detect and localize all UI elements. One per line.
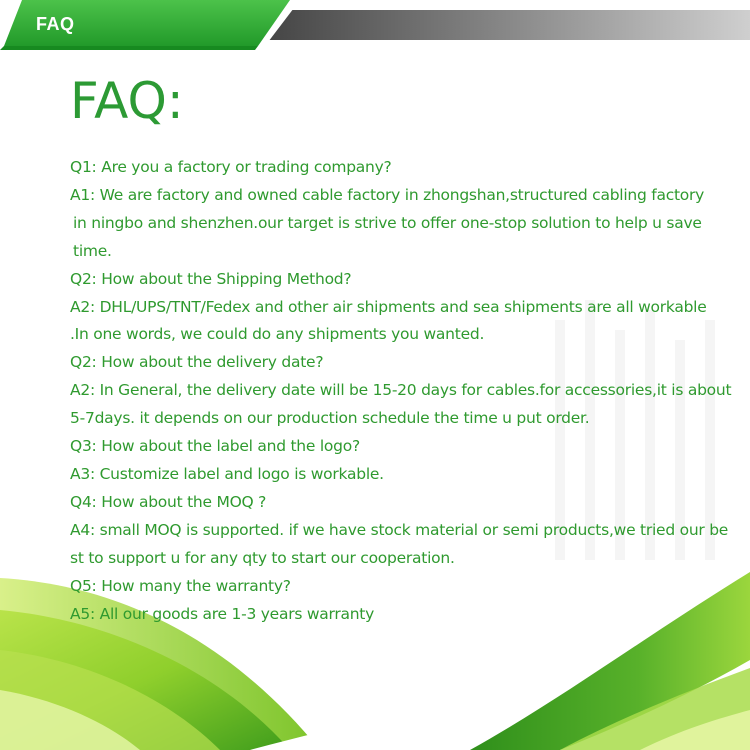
faq-question: Q5: How many the warranty? [70, 576, 291, 595]
faq-question: Q2: How about the Shipping Method? [70, 269, 352, 288]
faq-list [70, 154, 730, 628]
faq-answer: A1: We are factory and owned cable factory in zhongshan,structured cabling factory [70, 185, 705, 204]
faq-answer-continuation: in ningbo and shenzhen.our target is strive to offer one-stop solution to help u save [73, 213, 702, 232]
faq-answer: A3: Customize label and logo is workable. [70, 464, 384, 483]
faq-question: Q4: How about the MOQ ? [70, 492, 267, 511]
faq-answer-continuation: 5-7days. it depends on our production schedule the time u put order. [70, 409, 590, 428]
faq-question: Q1: Are you a factory or trading company? [70, 158, 392, 176]
header-tab-label: FAQ [36, 14, 75, 34]
page-title: FAQ: [70, 72, 184, 130]
faq-answer-continuation: .In one words, we could do any shipments you wanted. [70, 325, 485, 344]
faq-answer: A2: In General, the delivery date will be 15-20 days for cables.for accessories,it is about [70, 381, 732, 400]
faq-answer: A5: All our goods are 1-3 years warranty [70, 604, 375, 623]
header-bar [0, 0, 750, 50]
faq-question: Q2: How about the delivery date? [70, 353, 324, 372]
faq-question: Q3: How about the label and the logo? [70, 437, 360, 456]
faq-answer: A4: small MOQ is supported. if we have stock material or semi products,we tried our be [70, 520, 729, 539]
faq-answer-continuation: st to support u for any qty to start our cooperation. [70, 548, 455, 567]
faq-answer-continuation: time. [73, 241, 112, 260]
faq-answer: A2: DHL/UPS/TNT/Fedex and other air shipments and sea shipments are all workable [70, 297, 707, 316]
